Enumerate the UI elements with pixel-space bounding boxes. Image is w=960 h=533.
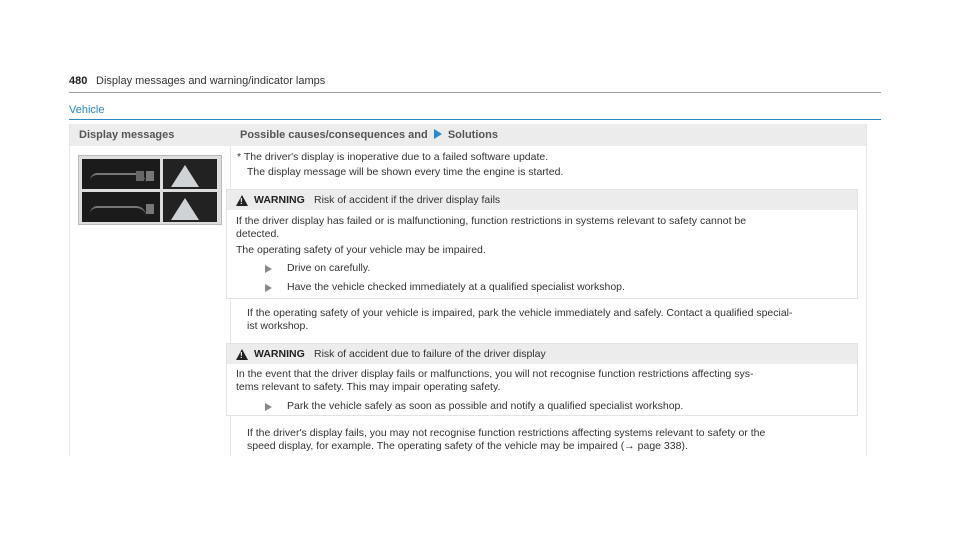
display-screenshot-image (78, 155, 222, 225)
display-panel-road-top (163, 159, 217, 189)
page-header (69, 72, 881, 93)
warning-triangle-icon (236, 349, 248, 360)
cause-line-1: * The driver's display is inoperative due to a failed software update. (237, 151, 549, 163)
road-icon (171, 165, 199, 187)
warning-1-step: Have the vehicle checked immediately at a qualified specialist workshop. (287, 281, 625, 293)
warning-1-paragraph-line: detected. (236, 228, 280, 240)
arrow-bullet-icon (265, 403, 272, 411)
section-title: Vehicle (69, 104, 105, 116)
road-icon (171, 198, 199, 220)
page-title: Display messages and warning/indicator lamps (96, 75, 326, 87)
table-header (70, 124, 866, 146)
arrow-bullet-icon (265, 284, 272, 292)
warning-box-1-header (227, 190, 857, 210)
warning-label: WARNING (254, 348, 305, 360)
warning-box-2-header (227, 344, 857, 364)
warning-1-paragraph-line: The operating safety of your vehicle may be impaired. (236, 244, 486, 256)
paragraph-1-line-1: If the operating safety of your vehicle is impaired, park the vehicle immediately and safely. Contact a qualified special- (247, 307, 793, 319)
display-panel-car-bottom (82, 192, 160, 222)
warning-text: Risk of accident due to failure of the driver display (314, 348, 546, 360)
warning-1-paragraph-line: If the driver display has failed or is malfunctioning, function restrictions in systems relevant to safety cannot be (236, 215, 747, 227)
column-header-display-messages: Display messages (79, 129, 175, 141)
column-header-causes-text: Possible causes/consequences and (240, 129, 428, 141)
arrow-bullet-icon (265, 265, 272, 273)
warning-box-1 (226, 189, 858, 299)
warning-2-paragraph-line: In the event that the driver display fails or malfunctions, you will not recognise function restrictions affecting sys- (236, 368, 754, 380)
paragraph-2-line-2: speed display, for example. The operating safety of the vehicle may be impaired (→ page 338). (247, 440, 688, 452)
section-rule (69, 119, 881, 120)
gauge-icon (146, 204, 154, 214)
car-outline-icon (90, 206, 146, 216)
warning-1-step: Drive on carefully. (287, 262, 371, 274)
paragraph-2-line-1: If the driver's display fails, you may not recognise function restrictions affecting systems relevant to safety or the (247, 427, 766, 439)
column-header-causes (240, 129, 498, 141)
warning-2-paragraph-line: tems relevant to safety. This may impair operating safety. (236, 381, 501, 393)
warning-label: WARNING (254, 194, 305, 206)
warning-box-2 (226, 343, 858, 416)
arrow-right-icon (434, 129, 442, 139)
paragraph-1-line-2: ist workshop. (247, 320, 309, 332)
warning-text: Risk of accident if the driver display fails (314, 194, 501, 206)
cause-line-2: The display message will be shown every time the engine is started. (247, 166, 564, 178)
warning-triangle-icon (236, 195, 248, 206)
page-number: 480 (69, 75, 88, 87)
warning-2-step: Park the vehicle safely as soon as possible and notify a qualified specialist workshop. (287, 400, 684, 412)
display-panel-road-bottom (163, 192, 217, 222)
display-panel-car-top (82, 159, 160, 189)
gauge-icon (146, 171, 154, 181)
column-header-solutions-text: Solutions (447, 129, 498, 141)
gauge-icon (136, 171, 144, 181)
